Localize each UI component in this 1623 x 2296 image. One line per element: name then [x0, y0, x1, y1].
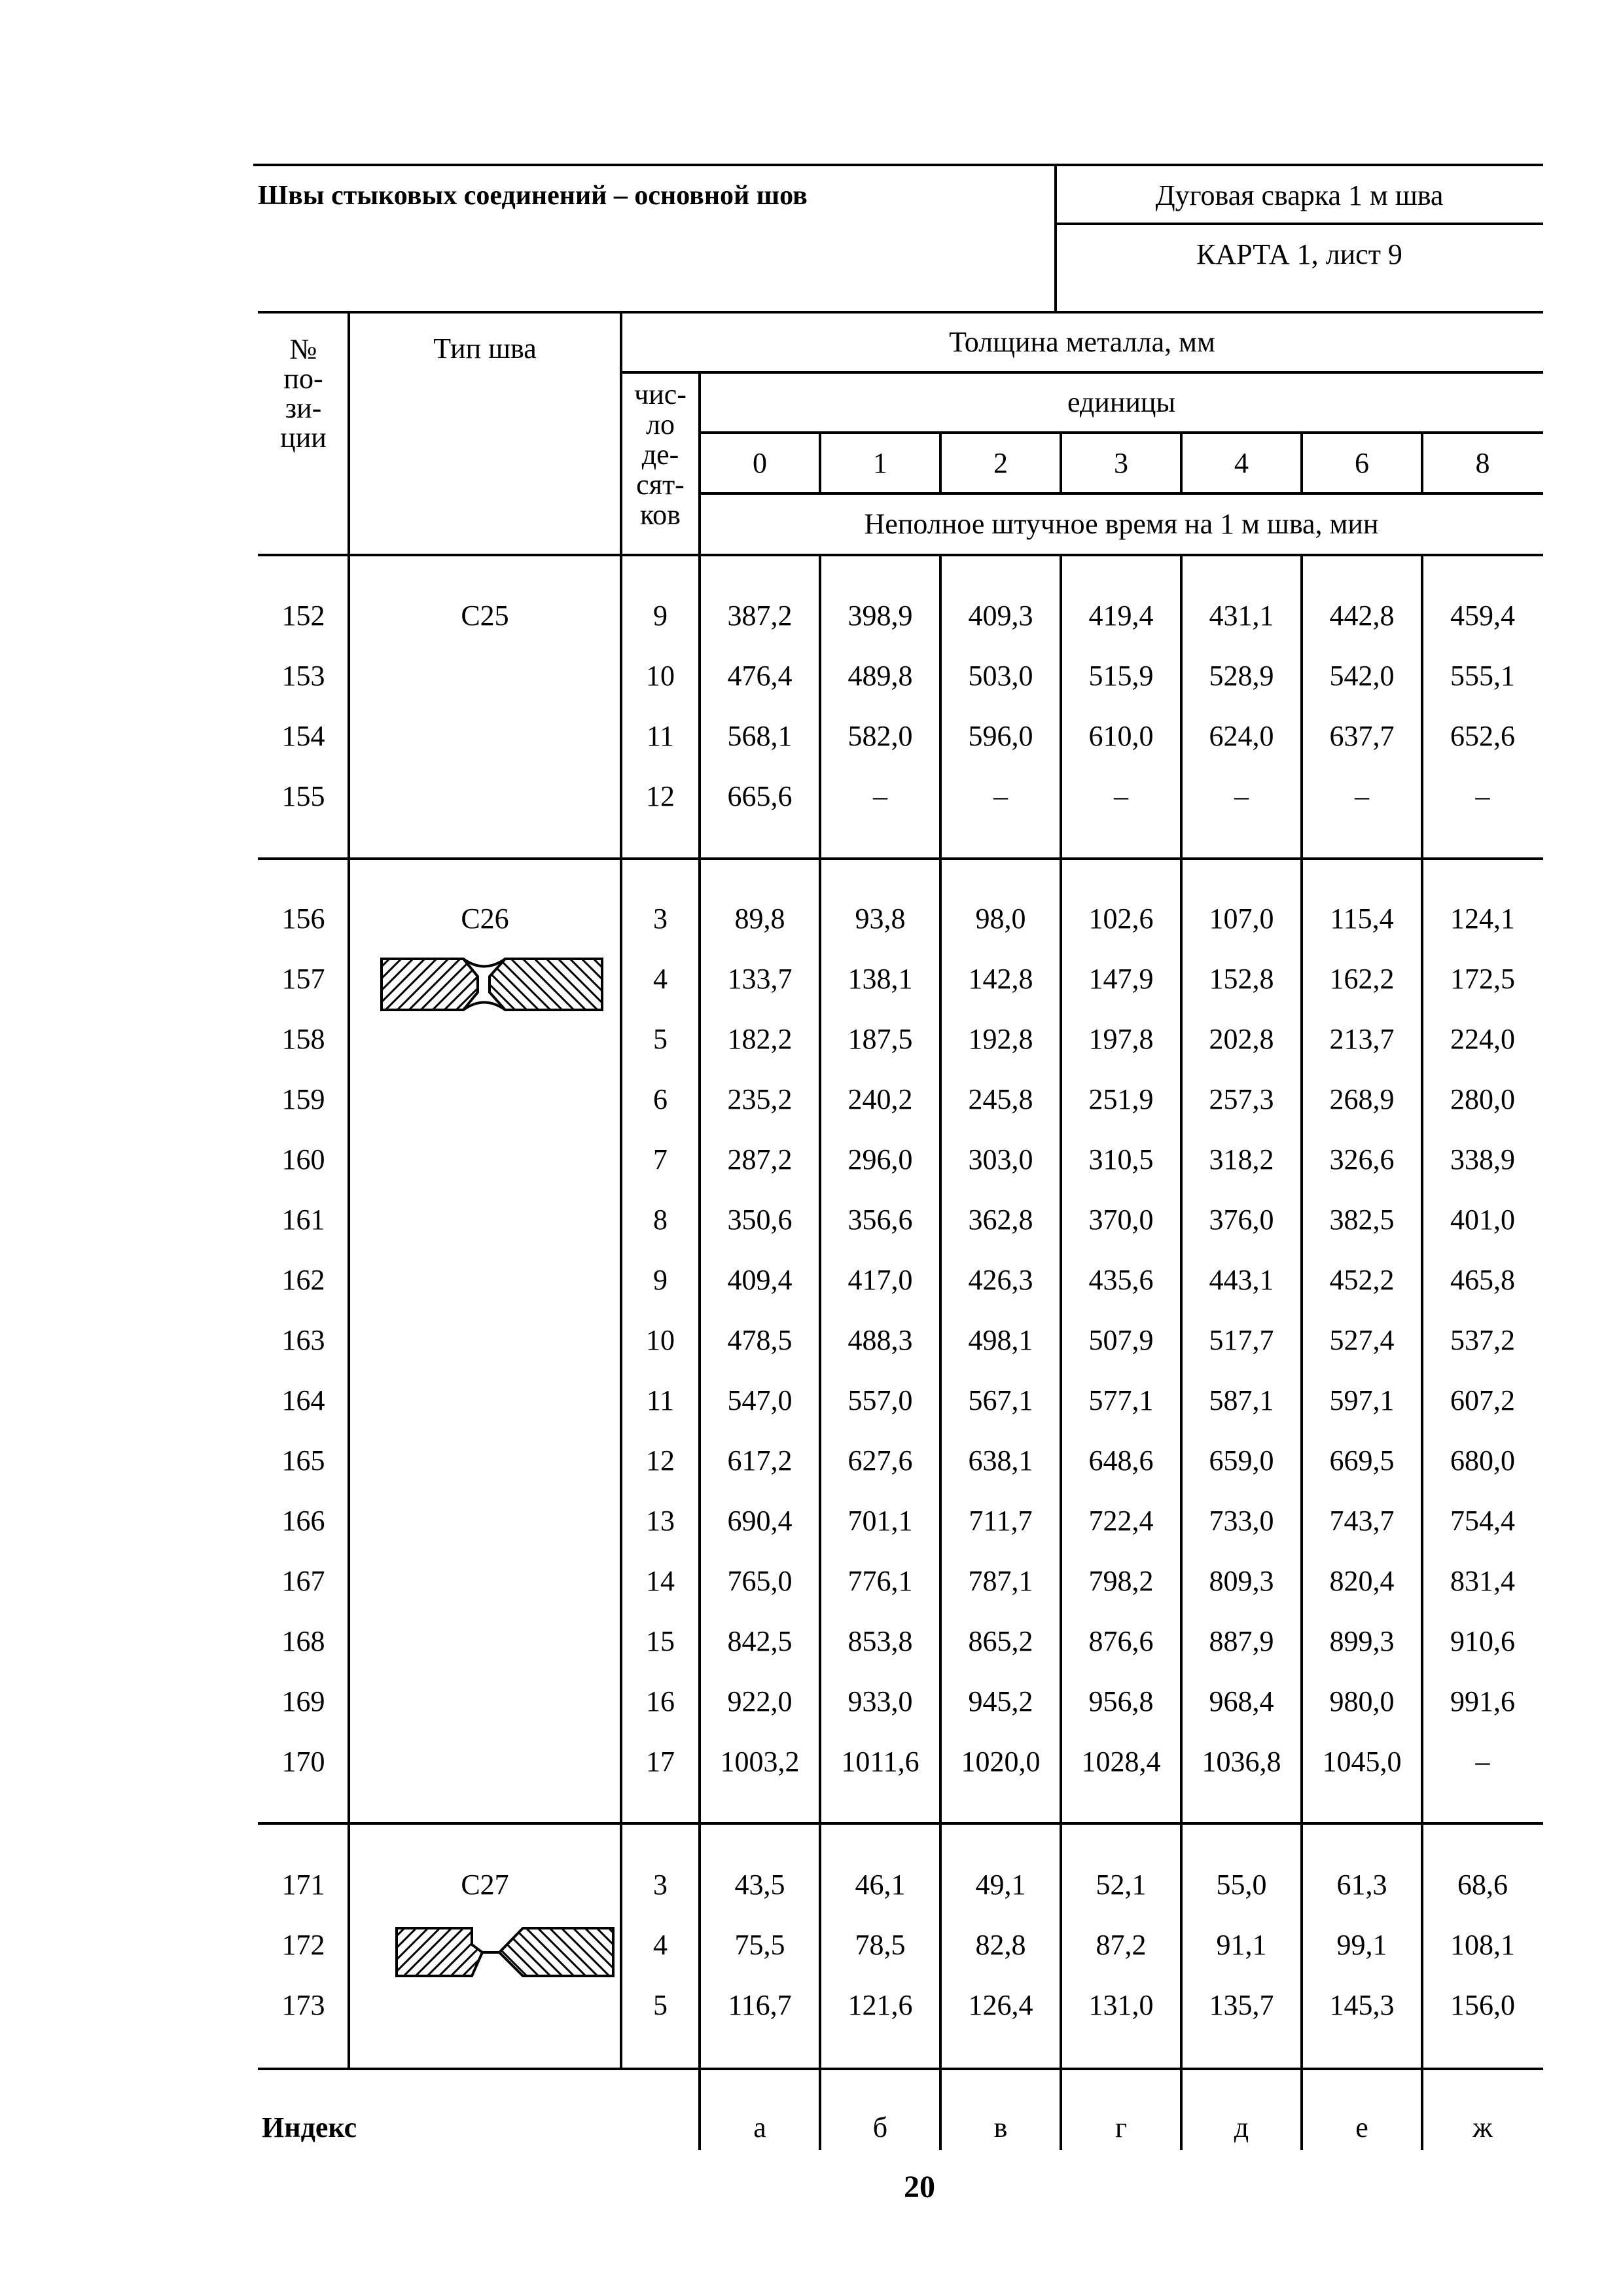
time-value: 517,7 [1209, 1324, 1274, 1356]
time-value: 443,1 [1209, 1264, 1274, 1296]
time-value: 787,1 [968, 1565, 1033, 1597]
position-number: 166 [281, 1505, 325, 1537]
time-value: 1011,6 [841, 1746, 919, 1778]
time-value: 945,2 [968, 1685, 1033, 1717]
time-value: 933,0 [847, 1685, 913, 1717]
time-value: 202,8 [1209, 1023, 1274, 1055]
position-header-line: по- [283, 363, 323, 395]
table-row [0, 949, 1623, 1009]
time-value: 701,1 [847, 1505, 913, 1537]
time-value: 607,2 [1450, 1384, 1515, 1416]
time-value: 197,8 [1088, 1023, 1154, 1055]
time-value: 624,0 [1209, 720, 1274, 752]
index-letter: г [1115, 2111, 1128, 2144]
time-value: 743,7 [1329, 1505, 1395, 1537]
tens-count: 3 [653, 1869, 668, 1901]
tens-header-line: ков [640, 499, 681, 531]
table-row [0, 1551, 1623, 1611]
unit-column-header: 4 [1234, 447, 1249, 479]
time-value: 52,1 [1096, 1869, 1147, 1901]
time-value: 798,2 [1088, 1565, 1154, 1597]
time-value: – [1475, 780, 1490, 812]
time-value: 124,1 [1450, 903, 1515, 935]
time-value: 956,8 [1088, 1685, 1154, 1717]
position-number: 158 [281, 1023, 325, 1055]
table-row [0, 1310, 1623, 1371]
table-row [0, 1371, 1623, 1431]
time-value: 287,2 [727, 1143, 793, 1175]
table-row [0, 1855, 1623, 1915]
time-value: 91,1 [1216, 1929, 1267, 1961]
tens-header-line: сят- [636, 469, 685, 501]
tens-count: 9 [653, 1264, 668, 1296]
time-value: 326,6 [1329, 1143, 1395, 1175]
time-value: 498,1 [968, 1324, 1033, 1356]
time-value: 1045,0 [1322, 1746, 1402, 1778]
time-value: 637,7 [1329, 720, 1395, 752]
unit-column-header: 3 [1114, 447, 1128, 479]
time-value: 99,1 [1336, 1929, 1387, 1961]
time-value: 478,5 [727, 1324, 793, 1356]
time-value: 43,5 [734, 1869, 785, 1901]
time-value: 547,0 [727, 1384, 793, 1416]
time-value: 245,8 [968, 1083, 1033, 1115]
time-value: 488,3 [847, 1324, 913, 1356]
time-value: 417,0 [847, 1264, 913, 1296]
time-value: 147,9 [1088, 963, 1154, 995]
time-value: 527,4 [1329, 1324, 1395, 1356]
time-value: 831,4 [1450, 1565, 1515, 1597]
table-row [0, 1491, 1623, 1551]
time-value: 213,7 [1329, 1023, 1395, 1055]
time-value: 121,6 [847, 1989, 913, 2021]
time-value: 1003,2 [720, 1746, 800, 1778]
time-value: 980,0 [1329, 1685, 1395, 1717]
tens-count: 11 [646, 1384, 675, 1416]
time-value: 55,0 [1216, 1869, 1267, 1901]
position-number: 153 [281, 660, 325, 692]
time-value: 638,1 [968, 1444, 1033, 1477]
time-value: 452,2 [1329, 1264, 1395, 1296]
position-number: 168 [281, 1625, 325, 1657]
time-value: 665,6 [727, 780, 793, 812]
time-value: 507,9 [1088, 1324, 1154, 1356]
unit-column-header: 1 [873, 447, 887, 479]
time-value: 382,5 [1329, 1204, 1395, 1236]
time-value: – [1234, 780, 1249, 812]
time-value: 568,1 [727, 720, 793, 752]
position-number: 156 [281, 903, 325, 935]
time-value: 338,9 [1450, 1143, 1515, 1175]
seam-type-label: С27 [461, 1869, 509, 1901]
time-value: 610,0 [1088, 720, 1154, 752]
time-value: 582,0 [847, 720, 913, 752]
time-value: 515,9 [1088, 660, 1154, 692]
time-value: 431,1 [1209, 600, 1274, 632]
time-value: 887,9 [1209, 1625, 1274, 1657]
tens-count: 16 [646, 1685, 675, 1717]
table-row [0, 1009, 1623, 1069]
position-number: 173 [281, 1989, 325, 2021]
time-value: 145,3 [1329, 1989, 1395, 2021]
time-value: 1036,8 [1202, 1746, 1281, 1778]
time-value: 555,1 [1450, 660, 1515, 692]
time-value: 853,8 [847, 1625, 913, 1657]
time-header: Неполное штучное время на 1 м шва, мин [864, 508, 1379, 540]
time-value: – [1114, 780, 1128, 812]
time-value: 187,5 [847, 1023, 913, 1055]
time-value: 78,5 [855, 1929, 906, 1961]
tens-count: 11 [646, 720, 675, 752]
tens-count: 12 [646, 780, 675, 812]
time-value: 356,6 [847, 1204, 913, 1236]
time-value: 426,3 [968, 1264, 1033, 1296]
table-row [0, 1190, 1623, 1250]
time-value: 135,7 [1209, 1989, 1274, 2021]
table-row [0, 1611, 1623, 1672]
time-value: 419,4 [1088, 600, 1154, 632]
time-value: 87,2 [1096, 1929, 1147, 1961]
position-header-line: № [289, 333, 317, 365]
tens-count: 14 [646, 1565, 675, 1597]
position-header-line: зи- [285, 392, 322, 424]
unit-column-header: 8 [1475, 447, 1490, 479]
position-number: 171 [281, 1869, 325, 1901]
time-value: 776,1 [847, 1565, 913, 1597]
time-value: 142,8 [968, 963, 1033, 995]
time-value: 362,8 [968, 1204, 1033, 1236]
table-row [0, 1732, 1623, 1792]
time-value: 409,4 [727, 1264, 793, 1296]
position-number: 164 [281, 1384, 325, 1416]
table-row [0, 646, 1623, 706]
position-number: 155 [281, 780, 325, 812]
tens-count: 5 [653, 1989, 668, 2021]
position-number: 157 [281, 963, 325, 995]
time-value: 669,5 [1329, 1444, 1395, 1477]
table-row [0, 1069, 1623, 1130]
time-value: 690,4 [727, 1505, 793, 1537]
time-value: 398,9 [847, 600, 913, 632]
time-value: 75,5 [734, 1929, 785, 1961]
tens-count: 13 [646, 1505, 675, 1537]
card-label: КАРТА 1, лист 9 [1196, 238, 1402, 270]
time-value: 680,0 [1450, 1444, 1515, 1477]
operation-label: Дуговая сварка 1 м шва [1155, 179, 1444, 211]
table-row [0, 766, 1623, 827]
table-row [0, 586, 1623, 646]
time-value: 557,0 [847, 1384, 913, 1416]
time-value: 899,3 [1329, 1625, 1395, 1657]
time-value: 49,1 [975, 1869, 1026, 1901]
time-value: 46,1 [855, 1869, 906, 1901]
time-value: 922,0 [727, 1685, 793, 1717]
position-number: 161 [281, 1204, 325, 1236]
time-value: 991,6 [1450, 1685, 1515, 1717]
unit-column-header: 2 [993, 447, 1008, 479]
time-value: 711,7 [969, 1505, 1033, 1537]
time-value: 108,1 [1450, 1929, 1515, 1961]
time-value: 182,2 [727, 1023, 793, 1055]
page-title: Швы стыковых соединений – основной шов [258, 181, 808, 211]
position-header-line: ции [280, 422, 327, 454]
index-label: Индекс [262, 2111, 357, 2144]
tens-header-line: ло [646, 408, 675, 440]
time-value: 82,8 [975, 1929, 1026, 1961]
position-column-header [258, 334, 349, 452]
time-value: 542,0 [1329, 660, 1395, 692]
time-value: 754,4 [1450, 1505, 1515, 1537]
time-value: 587,1 [1209, 1384, 1274, 1416]
tens-column-header [621, 380, 700, 530]
time-value: 442,8 [1329, 600, 1395, 632]
time-value: 115,4 [1330, 903, 1394, 935]
time-value: 489,8 [847, 660, 913, 692]
index-letter: д [1234, 2111, 1249, 2144]
position-number: 154 [281, 720, 325, 752]
time-value: 1028,4 [1081, 1746, 1161, 1778]
tens-count: 7 [653, 1143, 668, 1175]
time-value: 435,6 [1088, 1264, 1154, 1296]
position-number: 172 [281, 1929, 325, 1961]
table-row [0, 1130, 1623, 1190]
time-value: 465,8 [1450, 1264, 1515, 1296]
tens-count: 10 [646, 660, 675, 692]
time-value: 98,0 [975, 903, 1026, 935]
time-value: 116,7 [728, 1989, 792, 2021]
time-value: 627,6 [847, 1444, 913, 1477]
table-row [0, 1250, 1623, 1310]
time-value: 596,0 [968, 720, 1033, 752]
time-value: 102,6 [1088, 903, 1154, 935]
table-row [0, 1672, 1623, 1732]
seam-type-column-header: Тип шва [433, 332, 537, 365]
position-number: 152 [281, 600, 325, 632]
time-value: 765,0 [727, 1565, 793, 1597]
position-number: 163 [281, 1324, 325, 1356]
tens-count: 12 [646, 1444, 675, 1477]
tens-count: 6 [653, 1083, 668, 1115]
time-value: 257,3 [1209, 1083, 1274, 1115]
time-value: 192,8 [968, 1023, 1033, 1055]
time-value: 968,4 [1209, 1685, 1274, 1717]
tens-count: 10 [646, 1324, 675, 1356]
position-number: 167 [281, 1565, 325, 1597]
time-value: 567,1 [968, 1384, 1033, 1416]
time-value: 876,6 [1088, 1625, 1154, 1657]
index-letter: е [1355, 2111, 1368, 2144]
index-letter: ж [1472, 2111, 1493, 2144]
time-value: 659,0 [1209, 1444, 1274, 1477]
time-value: 235,2 [727, 1083, 793, 1115]
time-value: 617,2 [727, 1444, 793, 1477]
index-letter: а [753, 2111, 766, 2144]
tens-count: 5 [653, 1023, 668, 1055]
tens-count: 8 [653, 1204, 668, 1236]
unit-column-header: 0 [753, 447, 767, 479]
thickness-header: Толщина металла, мм [949, 326, 1215, 358]
tens-count: 4 [653, 963, 668, 995]
time-value: 268,9 [1329, 1083, 1395, 1115]
time-value: 68,6 [1457, 1869, 1508, 1901]
index-letter: в [993, 2111, 1008, 2144]
time-value: 577,1 [1088, 1384, 1154, 1416]
time-value: 733,0 [1209, 1505, 1274, 1537]
tens-header-line: де- [641, 439, 679, 471]
position-number: 159 [281, 1083, 325, 1115]
time-value: 251,9 [1088, 1083, 1154, 1115]
time-value: 809,3 [1209, 1565, 1274, 1597]
seam-type-label: С25 [461, 600, 509, 632]
time-value: 350,6 [727, 1204, 793, 1236]
seam-type-label: С26 [461, 903, 509, 935]
tens-count: 3 [653, 903, 668, 935]
tens-count: 15 [646, 1625, 675, 1657]
time-value: 1020,0 [961, 1746, 1041, 1778]
time-value: – [873, 780, 887, 812]
time-value: 138,1 [847, 963, 913, 995]
time-value: 152,8 [1209, 963, 1274, 995]
time-value: 537,2 [1450, 1324, 1515, 1356]
time-value: 156,0 [1450, 1989, 1515, 2021]
time-value: 459,4 [1450, 600, 1515, 632]
tens-count: 4 [653, 1929, 668, 1961]
time-value: 280,0 [1450, 1083, 1515, 1115]
time-value: – [1355, 780, 1369, 812]
time-value: 820,4 [1329, 1565, 1395, 1597]
position-number: 170 [281, 1746, 325, 1778]
time-value: 597,1 [1329, 1384, 1395, 1416]
time-value: 303,0 [968, 1143, 1033, 1175]
time-value: 648,6 [1088, 1444, 1154, 1477]
time-value: 503,0 [968, 660, 1033, 692]
time-value: – [1475, 1746, 1490, 1778]
time-value: – [993, 780, 1008, 812]
time-value: 318,2 [1209, 1143, 1274, 1175]
time-value: 296,0 [847, 1143, 913, 1175]
time-value: 133,7 [727, 963, 793, 995]
tens-header-line: чис- [634, 378, 687, 410]
time-value: 652,6 [1450, 720, 1515, 752]
time-value: 131,0 [1088, 1989, 1154, 2021]
time-value: 722,4 [1088, 1505, 1154, 1537]
time-value: 387,2 [727, 600, 793, 632]
table-row [0, 1431, 1623, 1491]
table-row [0, 706, 1623, 766]
page-number: 20 [904, 2170, 935, 2204]
time-value: 401,0 [1450, 1204, 1515, 1236]
index-letter: б [872, 2111, 888, 2144]
time-value: 107,0 [1209, 903, 1274, 935]
time-value: 224,0 [1450, 1023, 1515, 1055]
time-value: 240,2 [847, 1083, 913, 1115]
tens-count: 9 [653, 600, 668, 632]
table-row [0, 889, 1623, 949]
time-value: 89,8 [734, 903, 785, 935]
tens-count: 17 [646, 1746, 675, 1778]
time-value: 61,3 [1336, 1869, 1387, 1901]
unit-column-header: 6 [1355, 447, 1369, 479]
time-value: 172,5 [1450, 963, 1515, 995]
position-number: 165 [281, 1444, 325, 1477]
time-value: 376,0 [1209, 1204, 1274, 1236]
time-value: 409,3 [968, 600, 1033, 632]
time-value: 162,2 [1329, 963, 1395, 995]
time-value: 126,4 [968, 1989, 1033, 2021]
time-value: 370,0 [1088, 1204, 1154, 1236]
time-value: 910,6 [1450, 1625, 1515, 1657]
table-row [0, 1915, 1623, 1975]
time-value: 310,5 [1088, 1143, 1154, 1175]
position-number: 169 [281, 1685, 325, 1717]
table-row [0, 1975, 1623, 2036]
position-number: 160 [281, 1143, 325, 1175]
time-value: 93,8 [855, 903, 906, 935]
time-value: 528,9 [1209, 660, 1274, 692]
units-header: единицы [1067, 386, 1176, 418]
time-value: 842,5 [727, 1625, 793, 1657]
position-number: 162 [281, 1264, 325, 1296]
time-value: 476,4 [727, 660, 793, 692]
time-value: 865,2 [968, 1625, 1033, 1657]
